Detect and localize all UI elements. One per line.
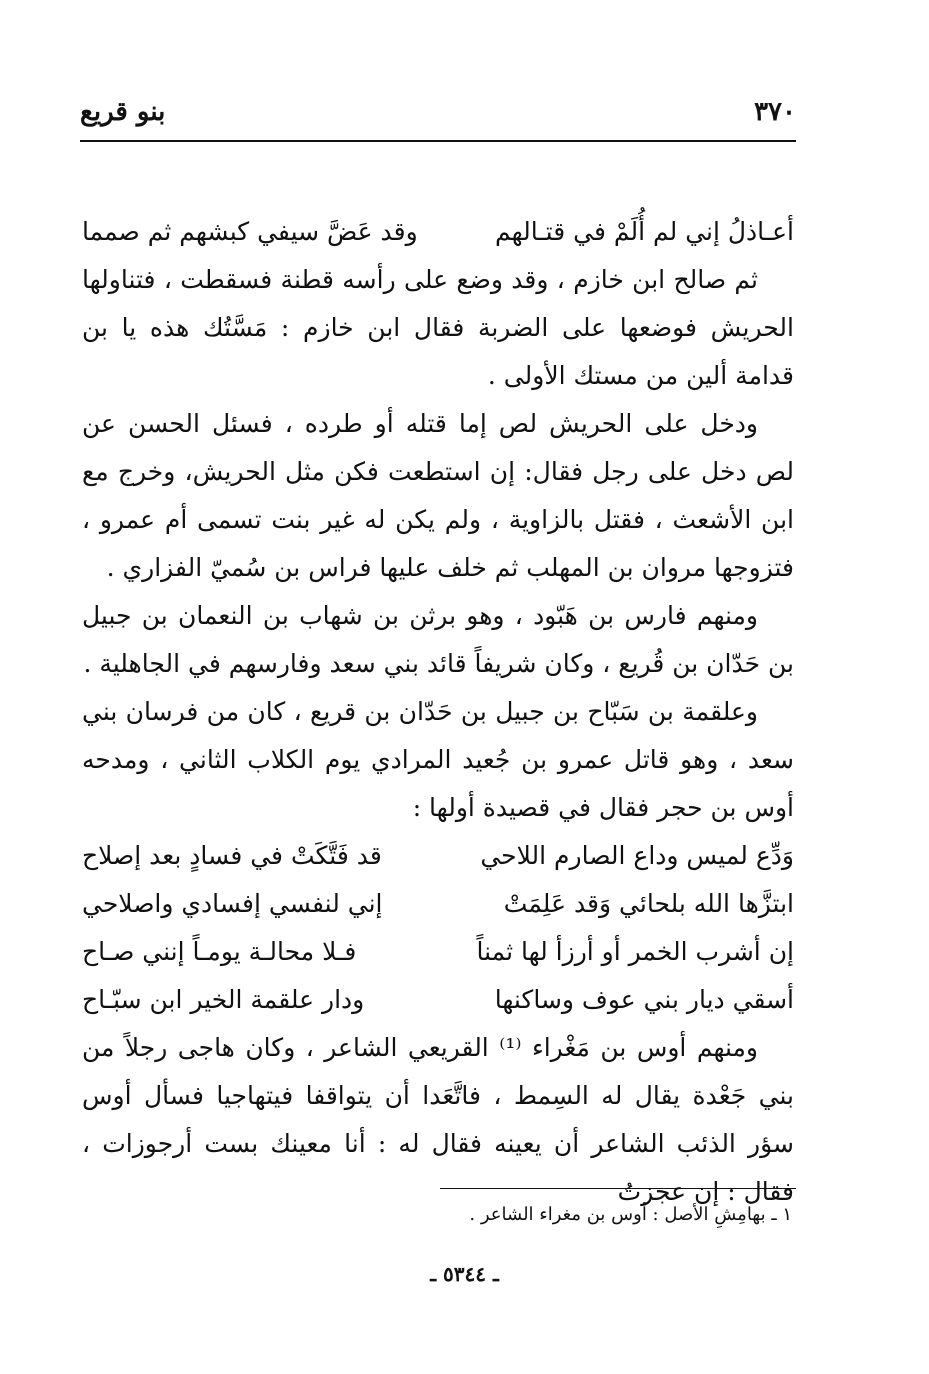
- paragraph: وعلقمة بن سَبّاح بن جبيل بن حَدّان بن قريع ، كان من فرسان بني سعد ، وهو قاتل عمرو بن جُعيد المرادي يوم الكلاب الثاني ، ومدحه أوس بن حجر فقال في قصيدة أولها :: [82, 697, 794, 822]
- footnote-rule: [440, 1188, 796, 1189]
- running-title: بنو قريع: [80, 97, 166, 127]
- verse-first-hemistich: أعـاذلُ إني لم أُلَمْ في قتـالهم: [494, 217, 794, 246]
- verse-line: [82, 832, 794, 880]
- verse-line: [82, 208, 794, 256]
- verse-first-hemistich: وَدِّع لميس وداع الصارم اللاحي: [480, 841, 794, 870]
- paragraph: ثم صالح ابن خازم ، وقد وضع على رأسه قطنة فسقطت ، فتناولها الحريش فوضعها على الضربة فقال ابن خازم : مَسَّتُك هذه يا بن قدامة ألين من مستك الأولى .: [82, 265, 794, 390]
- folio-number: ـ ٥٣٤٤ ـ: [430, 1262, 499, 1286]
- verse-second-hemistich: وقد عَضَّ سيفي كبشهم ثم صمما: [82, 217, 418, 246]
- body-text: [82, 208, 794, 1216]
- verse-second-hemistich: إني لنفسي إفسادي واصلاحي: [82, 889, 383, 918]
- verse-first-hemistich: ابتزَّها الله بلحائي وَقد عَلِمَتْ: [503, 889, 794, 918]
- verse-second-hemistich: ودار علقمة الخير ابن سبّـاح: [82, 985, 365, 1014]
- footnote: ١ ـ بهامِشِ الأصل : أوس بن مغراء الشاعر .: [469, 1204, 792, 1225]
- verse-line: [82, 880, 794, 928]
- header-rule: [80, 140, 796, 142]
- paragraph: ودخل على الحريش لص إما قتله أو طرده ، فسئل الحسن عن لص دخل على رجل فقال: إن استطعت فكن مثل الحريش، وخرج مع ابن الأشعث ، فقتل بالزاوية ، ولم يكن له غير بنت تسمى أم عمرو ، فتزوجها مروان بن المهلب ثم خلف عليها فراس بن سُميّ الفزاري .: [82, 409, 794, 582]
- verse-second-hemistich: قد فَتَّكَتْ في فسادٍ بعد إصلاح: [82, 841, 382, 870]
- running-header: [80, 92, 796, 132]
- verse-first-hemistich: أسقي ديار بني عوف وساكنها: [494, 985, 794, 1014]
- verse-line: [82, 976, 794, 1024]
- verse-first-hemistich: إن أشرب الخمر أو أرزأ لها ثمناً: [476, 937, 794, 966]
- paragraph: ومنهم فارس بن هَبّود ، وهو برثن بن شهاب بن النعمان بن جبيل بن حَدّان بن قُريع ، وكان شريفاً قائد بني سعد وفارسهم في الجاهلية .: [82, 601, 794, 678]
- paragraph: ومنهم أوس بن مَغْراء ⁽¹⁾ القريعي الشاعر ، وكان هاجى رجلاً من بني جَعْدة يقال له السِمط ، فاتَّعَدا أن يتواقفا فيتهاجيا فسأل أوس سؤر الذئب الشاعر أن يعينه فقال له : أنا معينك بست أرجوزات ، فقال : إن عجزتُ: [82, 1033, 794, 1206]
- verse-second-hemistich: فـلا محالـة يومـاً إنني صـاح: [82, 937, 357, 966]
- verse-line: [82, 928, 794, 976]
- page-number: ٣٧٠: [754, 97, 796, 127]
